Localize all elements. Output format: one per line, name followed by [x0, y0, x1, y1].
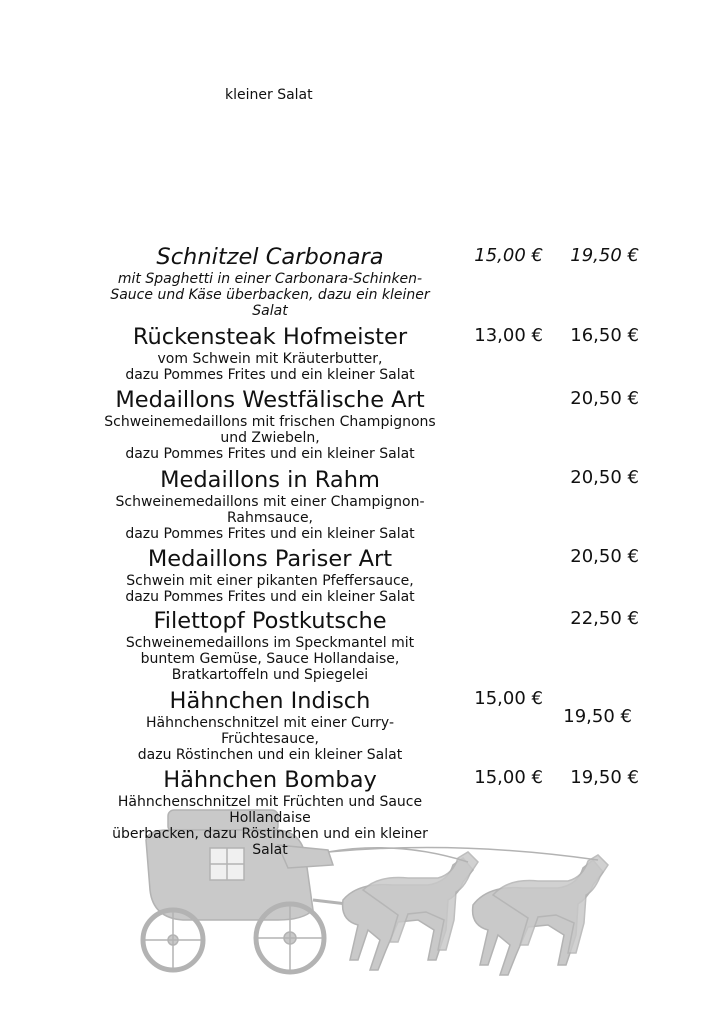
- dish-title: Filettopf Postkutsche: [153, 608, 387, 634]
- price-small: 15,00 €: [474, 767, 543, 788]
- price-large: 22,50 €: [570, 608, 639, 629]
- dish-description: vom Schwein mit Kräuterbutter, dazu Pommes Frites und ein kleiner Salat: [125, 351, 415, 383]
- dish-title: Medaillons Pariser Art: [147, 546, 393, 572]
- menu-item-haehnchen-bombay: [96, 766, 444, 858]
- dish-title: Hähnchen Indisch: [169, 688, 371, 714]
- dish-title: Medaillons in Rahm: [160, 467, 380, 493]
- dish-description: Schweinemedaillons mit frischen Champignons und Zwiebeln, dazu Pommes Frites und ein kleiner Salat: [104, 414, 436, 462]
- dish-description: Schweinemedaillons im Speckmantel mit buntem Gemüse, Sauce Hollandaise, Bratkartoffeln und Spiegelei: [125, 635, 415, 683]
- price-small: 13,00 €: [474, 325, 543, 346]
- dish-title: Schnitzel Carbonara: [156, 244, 384, 270]
- price-large: 19,50 €: [570, 767, 639, 788]
- dish-description: mit Spaghetti in einer Carbonara-Schinken- Sauce und Käse überbacken, dazu ein kleiner Salat: [110, 271, 430, 319]
- menu-item-medaillons-pariser-art: [96, 545, 444, 605]
- price-large: 19,50 €: [570, 245, 639, 266]
- dish-title: Hähnchen Bombay: [163, 767, 377, 793]
- dish-description: Schweinemedaillons mit einer Champignon- Rahmsauce, dazu Pommes Frites und ein kleiner Salat: [115, 494, 425, 542]
- dish-title: Medaillons Westfälische Art: [115, 387, 425, 413]
- menu-item-rueckensteak-hofmeister: [96, 323, 444, 383]
- menu-item-schnitzel-carbonara: [96, 243, 444, 319]
- dish-description: Schwein mit einer pikanten Pfeffersauce, dazu Pommes Frites und ein kleiner Salat: [125, 573, 415, 605]
- menu-item-filettopf-postkutsche: [96, 607, 444, 683]
- price-large: 20,50 €: [570, 467, 639, 488]
- dish-title: Rückensteak Hofmeister: [132, 324, 408, 350]
- top-note: kleiner Salat: [225, 87, 313, 103]
- dish-description: Hähnchenschnitzel mit Früchten und Sauce Hollandaise überbacken, dazu Röstinchen und ein kleiner Salat: [112, 794, 428, 858]
- price-large: 16,50 €: [570, 325, 639, 346]
- price-large: 20,50 €: [570, 388, 639, 409]
- menu-item-haehnchen-indisch: [96, 687, 444, 763]
- menu-item-medaillons-in-rahm: [96, 466, 444, 542]
- price-small: 15,00 €: [474, 245, 543, 266]
- dish-description: Hähnchenschnitzel mit einer Curry- Früchtesauce, dazu Röstinchen und ein kleiner Salat: [137, 715, 403, 763]
- price-small: 15,00 €: [474, 688, 543, 709]
- price-large: 19,50 €: [563, 706, 632, 727]
- price-large: 20,50 €: [570, 546, 639, 567]
- menu-item-medaillons-westfaelische-art: [96, 386, 444, 462]
